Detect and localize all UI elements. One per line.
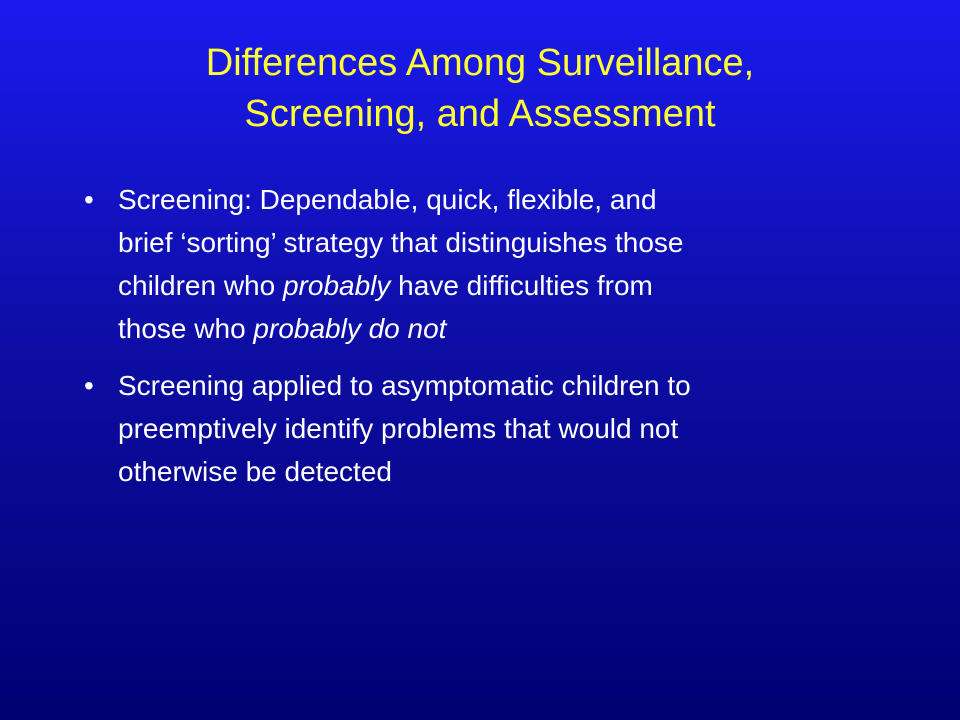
bullet-1-line-3-text: children who: [118, 270, 283, 301]
bullet-item-screening-application: [80, 364, 880, 493]
bullet-icon: •: [84, 184, 94, 215]
bullet-2-line-3: otherwise be detected: [118, 456, 392, 487]
bullet-item-screening-definition: [80, 178, 880, 350]
slide-title: [40, 38, 920, 140]
title-line-1: Differences Among Surveillance,: [205, 42, 755, 84]
bullet-1-line-4: [118, 307, 880, 350]
bullet-list: [80, 178, 880, 507]
bullet-2-line-2: preemptively identify problems that would not: [118, 413, 679, 444]
bullet-1-emphasis-probably: probably: [282, 270, 391, 301]
bullet-1-line-3-tail: have difficulties from: [390, 270, 653, 301]
bullet-2-line-1: Screening applied to asymptomatic children to: [118, 370, 691, 401]
bullet-1-line-2: brief ‘sorting’ strategy that distinguishes those: [118, 227, 684, 258]
title-line-2: Screening, and Assessment: [244, 93, 716, 135]
bullet-icon: •: [84, 370, 94, 401]
bullet-1-emphasis-probably-do-not: probably do not: [253, 313, 447, 344]
bullet-1-line-3: [118, 264, 880, 307]
bullet-1-line-1: Screening: Dependable, quick, flexible, and: [118, 184, 657, 215]
bullet-1-line-4-text: those who: [118, 313, 254, 344]
